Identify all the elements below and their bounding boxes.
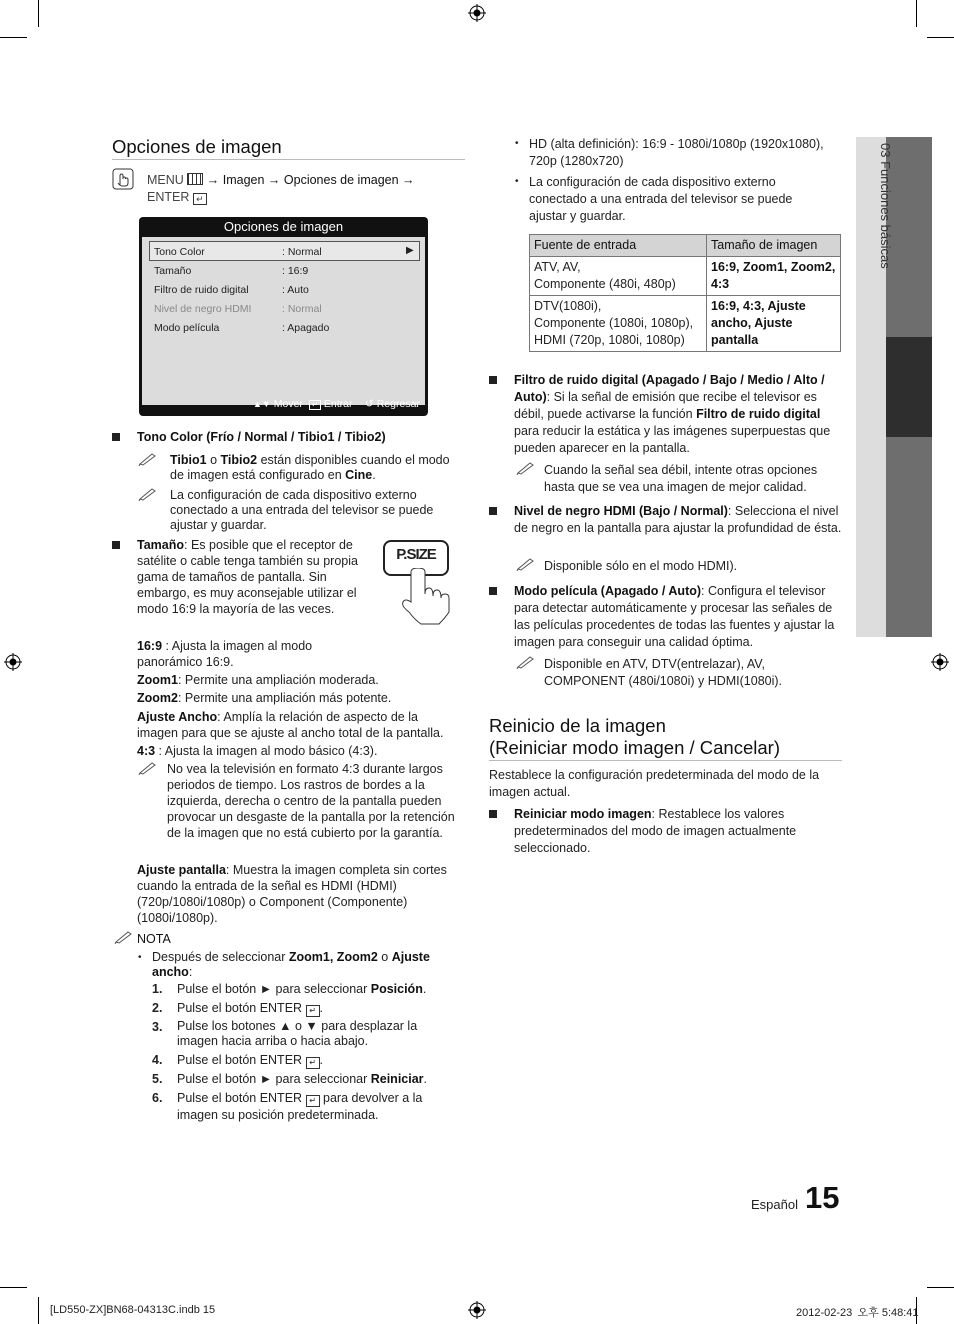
enter-icon: ↵: [306, 1095, 320, 1107]
crop-mark: [0, 37, 27, 38]
chapter-tab: [856, 137, 932, 637]
osd-return: ↺ Regresar: [365, 398, 420, 410]
bullet-square: [489, 376, 497, 384]
menu-label: MENU: [147, 173, 184, 187]
osd-arrow-icon: ▶: [406, 245, 414, 256]
osd-row-value: : Normal: [282, 303, 322, 315]
osd-menu: [139, 217, 428, 416]
pelicula-paragraph: Modo película (Apagado / Auto): Configura el televisor para detectar automáticamente y procesar las señales de las películas procedentes de todas las fuentes y ajustar la imagen para conseguir una calidad óptima.: [514, 584, 835, 649]
crop-mark: [38, 1297, 39, 1324]
menu-path: [147, 172, 415, 189]
negro-note: Disponible sólo en el modo HDMI).: [544, 559, 738, 573]
enter-icon: ↵: [306, 1005, 320, 1017]
osd-row-value: : Auto: [282, 284, 309, 296]
step-text: Pulse el botón ENTER ↵ .: [177, 1001, 324, 1015]
opt-zoom2: Zoom2: Permite una ampliación más potente.: [137, 691, 392, 705]
note-pencil-icon: [138, 487, 156, 501]
language-label: Español: [751, 1197, 798, 1212]
menu-path-text: → Imagen → Opciones de imagen →: [206, 173, 415, 187]
crop-mark: [916, 0, 917, 27]
print-date: 2012-02-23 오후 5:48:41: [796, 1307, 919, 1319]
osd-row-value: : Apagado: [282, 322, 330, 334]
osd-row-value: : 16:9: [282, 265, 309, 277]
nota-bullet: Después de seleccionar Zoom1, Zoom2 o Ajuste ancho:: [152, 950, 430, 979]
table-cell: 16:9, Zoom1, Zoom2, 4:3: [707, 257, 841, 296]
size-table: [529, 234, 841, 352]
note-43: No vea la televisión en formato 4:3 durante largos periodos de tiempo. Los rastros de bordes a la izquierda, derecha o centro de la pantalla pueden provocar un desgaste de la pantalla por la retención de la imagen que no está cubierto por la garantía.: [167, 762, 455, 840]
enter-label: ENTER: [147, 190, 190, 204]
reinicio-title-line2: (Reiniciar modo imagen / Cancelar): [489, 737, 780, 758]
registration-mark-icon: [468, 4, 486, 22]
divider: [112, 159, 465, 160]
reinicio-title-line1: Reinicio de la imagen: [489, 715, 666, 736]
opt-43: 4:3 : Ajusta la imagen al modo básico (4:3).: [137, 744, 378, 758]
note-pencil-icon: [516, 461, 534, 475]
enter-icon: ↵: [193, 193, 207, 205]
step-text: Pulse el botón ENTER ↵ .: [177, 1053, 324, 1067]
hd-bullet: HD (alta definición): 16:9 - 1080i/1080p (1920x1080), 720p (1280x720): [529, 137, 824, 168]
reiniciar-paragraph: Reiniciar modo imagen: Restablece los valores predeterminados del modo de imagen actualmente seleccionado.: [514, 807, 797, 855]
config-bullet: La configuración de cada dispositivo externo conectado a una entrada del televisor se puede ajustar y guardar.: [529, 175, 793, 223]
bullet-dot: •: [138, 952, 142, 963]
page-number: 15: [805, 1180, 840, 1215]
filtro-note: Cuando la señal sea débil, intente otras opciones hasta que se vea una imagen de mejor calidad.: [544, 463, 818, 494]
table-row: [530, 257, 841, 296]
osd-title: Opciones de imagen: [223, 219, 344, 234]
menu-icon: [187, 173, 203, 185]
note-pencil-icon: [138, 452, 156, 466]
osd-move: ▲▼ Mover: [253, 398, 303, 410]
tono-note-1: Tibio1 o Tibio2 están disponibles cuando el modo de imagen está configurado en Cine.: [170, 453, 450, 482]
osd-row-label[interactable]: Filtro de ruido digital: [154, 284, 249, 296]
file-info: [LD550-ZX]BN68-04313C.indb 15: [50, 1304, 216, 1316]
bullet-square: [489, 507, 497, 515]
osd-row-label[interactable]: Tamaño: [154, 265, 192, 277]
divider: [489, 760, 842, 761]
bullet-square: [489, 587, 497, 595]
step-number: 4.: [152, 1053, 163, 1067]
osd-row-value: : Normal: [282, 246, 322, 258]
crop-mark: [927, 1287, 954, 1288]
crop-mark: [0, 1287, 27, 1288]
section-title: Opciones de imagen: [112, 136, 282, 157]
step-number: 5.: [152, 1072, 163, 1086]
negro-paragraph: Nivel de negro HDMI (Bajo / Normal): Selecciona el nivel de negro en la pantalla para ajustar la profundidad de ésta.: [514, 504, 842, 535]
bullet-dot: •: [515, 176, 519, 187]
table-header: Tamaño de imagen: [707, 235, 841, 257]
crop-mark: [927, 37, 954, 38]
registration-mark-icon: [468, 1301, 486, 1319]
remote-hand-icon: [112, 168, 134, 190]
bullet-square: [112, 433, 120, 441]
note-pencil-icon: [114, 930, 132, 944]
psize-button-icon: P.SIZE: [383, 540, 449, 576]
pelicula-note: Disponible en ATV, DTV(entrelazar), AV, COMPONENT (480i/1080i) y HDMI(1080i).: [544, 657, 783, 688]
step-text: Pulse el botón ► para seleccionar Posición.: [177, 982, 427, 996]
chapter-title: 03 Funciones básicas: [878, 143, 893, 269]
note-pencil-icon: [138, 761, 156, 775]
bullet-square: [112, 541, 120, 549]
table-cell: 16:9, 4:3, Ajuste ancho, Ajuste pantalla: [707, 296, 841, 352]
osd-panel: [142, 237, 425, 405]
step-number: 3.: [152, 1020, 163, 1034]
step-text: Pulse el botón ► para seleccionar Reiniciar.: [177, 1072, 428, 1086]
osd-row-label[interactable]: Tono Color: [154, 246, 205, 258]
osd-row-label: Nivel de negro HDMI: [154, 303, 252, 315]
registration-mark-icon: [931, 653, 949, 671]
note-pencil-icon: [516, 557, 534, 571]
tono-note-2: La configuración de cada dispositivo externo conectado a una entrada del televisor se puede ajustar y guardar.: [170, 488, 434, 532]
opt-169: 16:9 : Ajusta la imagen al modo panorámico 16:9.: [137, 639, 313, 669]
opt-ajuste-pantalla: Ajuste pantalla: Muestra la imagen completa sin cortes cuando la entrada de la señal es HDMI (HDMI) (720p/1080i/1080p) o Component (Componente) (1080i/1080p).: [137, 863, 447, 925]
table-cell: ATV, AV, Componente (480i, 480p): [530, 257, 707, 296]
step-number: 6.: [152, 1091, 163, 1105]
step-text: Pulse los botones ▲ o ▼ para desplazar la imagen hacia arriba o hacia abajo.: [177, 1019, 418, 1048]
table-header: Fuente de entrada: [530, 235, 707, 257]
step-number: 1.: [152, 982, 163, 996]
registration-mark-icon: [4, 653, 22, 671]
note-pencil-icon: [516, 655, 534, 669]
tamano-paragraph: Tamaño: Es posible que el receptor de satélite o cable tenga también su propia gama de tamaños de pantalla. Sin embargo, es muy aconsejable utilizar el modo 16:9 la mayoría de las veces.: [137, 538, 358, 616]
bullet-square: [489, 810, 497, 818]
nota-label: NOTA: [137, 932, 171, 946]
finger-press-icon: [395, 568, 465, 628]
bullet-dot: •: [515, 138, 519, 149]
tono-heading: Tono Color (Frío / Normal / Tibio1 / Tibio2): [137, 430, 386, 444]
crop-mark: [38, 0, 39, 27]
enter-icon: ↵: [306, 1057, 320, 1069]
enter-path: [147, 189, 207, 206]
osd-row-label[interactable]: Modo película: [154, 322, 220, 334]
opt-zoom1: Zoom1: Permite una ampliación moderada.: [137, 673, 379, 687]
filtro-paragraph: Filtro de ruido digital (Apagado / Bajo / Medio / Alto / Auto): Si la señal de emisión que recibe el televisor es débil, puede activarse la función Filtro de ruido digital para reducir la estática y las imágenes superpuestas que pueden aparecer en la pantalla.: [514, 373, 831, 455]
reinicio-title: [489, 715, 780, 759]
reinicio-text: Restablece la configuración predeterminada del modo de la imagen actual.: [489, 768, 820, 799]
osd-enter: ↵ Entrar: [309, 398, 353, 410]
opt-ajuste-ancho: Ajuste Ancho: Amplía la relación de aspecto de la imagen para que se ajuste al ancho total de la pantalla.: [137, 710, 444, 740]
table-cell: DTV(1080i), Componente (1080i, 1080p), HDMI (720p, 1080i, 1080p): [530, 296, 707, 352]
step-number: 2.: [152, 1001, 163, 1015]
step-text: Pulse el botón ENTER ↵ para devolver a la imagen su posición predeterminada.: [177, 1091, 423, 1122]
table-row: [530, 296, 841, 352]
